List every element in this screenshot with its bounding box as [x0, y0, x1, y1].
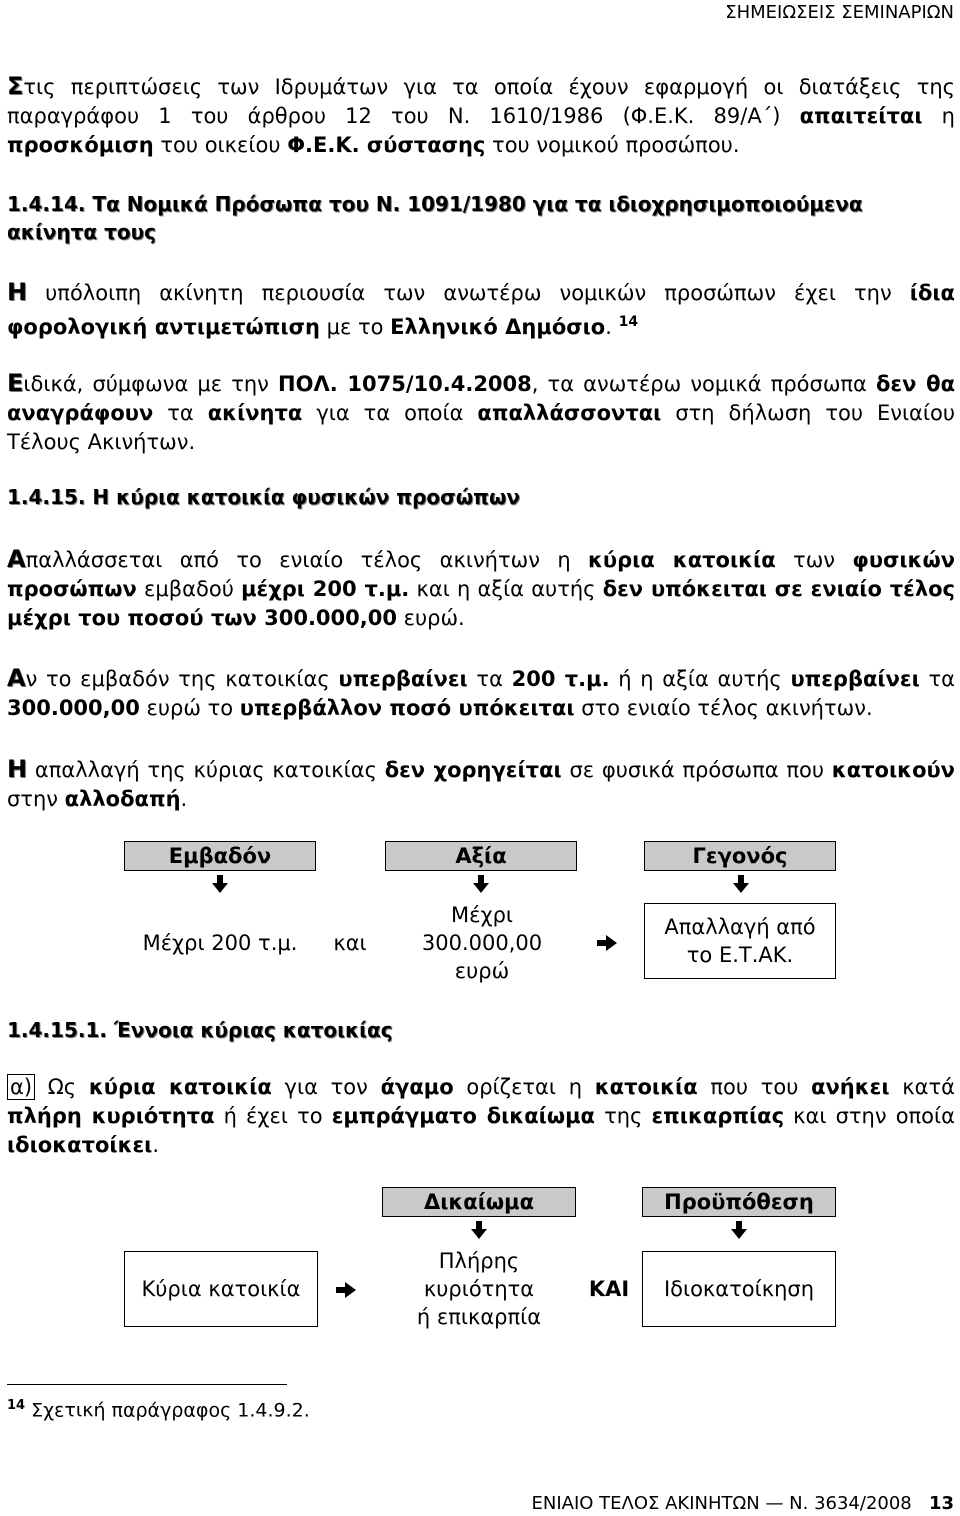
text: κατά [889, 1075, 955, 1099]
text: και στην οποία [784, 1104, 955, 1128]
text: που του [697, 1075, 812, 1099]
drop-letter: Α [7, 664, 26, 692]
item-label: α) [7, 1074, 35, 1100]
drop-letter: Ε [7, 369, 24, 397]
value-line: Μέχρι [450, 903, 514, 927]
text: . [152, 1133, 160, 1157]
bold-text: ιδιοκατοίκει [7, 1133, 153, 1157]
and-text: και [333, 931, 367, 955]
text: υπόλοιπη ακίνητη περιουσία των ανωτέρω νομικών προσώπων έχει την [27, 281, 910, 305]
arrow-down-icon [212, 875, 228, 893]
footnote-ref[interactable]: 14 [618, 314, 639, 330]
bold-text: κύρια κατοικία [88, 1075, 272, 1099]
exemption-line: Απαλλαγή από [664, 915, 816, 939]
arrow-right-icon [597, 935, 617, 951]
bold-text: 200 τ.μ. [511, 667, 610, 691]
text: τις περιπτώσεις των Ιδρυμάτων για τα οποία έχουν εφαρμογή οι διατάξεις της παραγράφου 1 του άρθρου 12 του Ν. 1610/1986 (Φ.Ε.Κ. 89/Α΄) [7, 75, 955, 128]
text: . [605, 315, 619, 339]
diagram-header-event: Γεγονός [644, 841, 836, 871]
bold-text: ανήκει [811, 1075, 890, 1099]
diagram-header-right: Δικαίωμα [382, 1187, 576, 1217]
main-residence-box: Κύρια κατοικία [124, 1251, 318, 1327]
bold-text: πλήρη κυριότητα [7, 1104, 215, 1128]
arrow-down-icon [471, 1221, 487, 1239]
text: ευρώ το [139, 696, 240, 720]
exemption-line: το Ε.Τ.ΑΚ. [686, 943, 794, 967]
drop-letter: Η [7, 755, 28, 783]
bold-text: κατοικούν [831, 758, 955, 782]
bold-text: άγαμο [380, 1075, 454, 1099]
arrow-down-icon [733, 875, 749, 893]
arrow-down-icon [731, 1221, 747, 1239]
text: του νομικού προσώπου. [485, 133, 740, 157]
value-box [386, 898, 578, 988]
bold-text: επικαρπίας [651, 1104, 785, 1128]
text: Ως [35, 1075, 89, 1099]
text: απαλλαγή της κύριας κατοικίας [27, 758, 385, 782]
ownership-line: κυριότητα [423, 1277, 535, 1301]
bold-text: εμπράγματο δικαίωμα [331, 1104, 595, 1128]
text: εμβαδού [136, 577, 242, 601]
bold-text: απαιτείται [799, 104, 923, 128]
heading-1-4-15: 1.4.15. Η κύρια κατοικία φυσικών προσώπων [7, 485, 520, 509]
bold-text: ΠΟΛ. 1075/10.4.2008 [278, 372, 532, 396]
bold-text: 300.000,00 [7, 696, 140, 720]
drop-letter: Η [7, 278, 28, 306]
text: και η αξία αυτής [409, 577, 603, 601]
bold-text: μέχρι 200 τ.μ. [241, 577, 410, 601]
paragraph-pol [7, 369, 955, 457]
diagram-header-value: Αξία [385, 841, 577, 871]
text: για τον [271, 1075, 381, 1099]
text: στο ενιαίο τέλος ακινήτων. [574, 696, 873, 720]
text: στη δήλωση του Ενιαίου Τέλους Ακινήτων. [7, 401, 955, 454]
text: η [922, 104, 955, 128]
bold-text: ίδια φορολογική αντιμετώπιση [7, 281, 955, 339]
diagram-header-condition: Προϋπόθεση [642, 1187, 836, 1217]
text: των [775, 548, 853, 572]
running-header: ΣΗΜΕΙΩΣΕΙΣ ΣΕΜΙΝΑΡΙΩΝ [725, 2, 954, 23]
bold-text: υπερβάλλον ποσό υπόκειται [239, 696, 575, 720]
bold-text: ακίνητα [207, 401, 303, 425]
text: τα [467, 667, 512, 691]
text: ή έχει το [214, 1104, 332, 1128]
self-occupation-box: Ιδιοκατοίκηση [642, 1251, 836, 1327]
paragraph-institutions [7, 72, 955, 160]
footer-title: ΕΝΙΑΙΟ ΤΕΛΟΣ ΑΚΙΝΗΤΩΝ — Ν. 3634/2008 [531, 1493, 912, 1514]
bold-text: Ελληνικό Δημόσιο [390, 315, 606, 339]
bold-text: υπερβαίνει [790, 667, 920, 691]
and-bold-text: ΚΑΙ [588, 1277, 630, 1301]
bold-text: απαλλάσσονται [477, 401, 662, 425]
footnote-separator [7, 1384, 287, 1385]
text: ευρώ. [396, 606, 465, 630]
text: . [180, 787, 188, 811]
ownership-line: Πλήρης [438, 1249, 520, 1273]
heading-1-4-14: 1.4.14. Τα Νομικά Πρόσωπα του Ν. 1091/1980 για τα ιδιοχρησιμοποιούμενα ακίνητα τους [7, 192, 863, 244]
ownership-line: ή επικαρπία [416, 1305, 542, 1329]
text: ή η αξία αυτής [609, 667, 791, 691]
paragraph-abroad [7, 755, 955, 814]
bold-text: φυσικών προσώπων [7, 548, 956, 601]
text: ν το εμβαδόν της κατοικίας [25, 667, 339, 691]
arrow-down-icon [473, 875, 489, 893]
text: τα [919, 667, 955, 691]
text: με το [319, 315, 391, 339]
value-line: ευρώ [454, 959, 510, 983]
drop-letter: Α [7, 545, 26, 573]
bold-text: κύρια κατοικία [588, 548, 776, 572]
drop-letter: Σ [7, 72, 24, 100]
text: ιδικά, σύμφωνα με την [23, 372, 279, 396]
page-number: 13 [928, 1493, 954, 1514]
heading-1-4-15-1: 1.4.15.1. Έννοια κύριας κατοικίας [7, 1018, 393, 1042]
bold-text: αλλοδαπή [64, 787, 181, 811]
bold-text: Φ.Ε.Κ. σύστασης [287, 133, 486, 157]
bold-text: δεν υπόκειται σε ενιαίο τέλος μέχρι του ποσού των 300.000,00 [7, 577, 955, 630]
bold-text: δεν χορηγείται [384, 758, 562, 782]
value-line: 300.000,00 [421, 931, 543, 955]
paragraph-remaining-property [7, 278, 955, 342]
text: ορίζεται η [453, 1075, 595, 1099]
footnote [7, 1398, 310, 1421]
text: του οικείου [153, 133, 288, 157]
text: για τα οποία [302, 401, 478, 425]
text: παλλάσσεται από το ενιαίο τέλος ακινήτων η [25, 548, 589, 572]
bold-text: δεν θα αναγράφουν [7, 372, 956, 425]
text: στην [7, 787, 65, 811]
text: τα [153, 401, 208, 425]
footnote-text: Σχετική παράγραφος 1.4.9.2. [25, 1399, 310, 1422]
exemption-box [644, 903, 836, 979]
text: , τα ανωτέρω νομικά πρόσωπα [531, 372, 876, 396]
diagram-header-area: Εμβαδόν [124, 841, 316, 871]
bold-text: προσκόμιση [7, 133, 154, 157]
text: της [594, 1104, 652, 1128]
running-footer [531, 1493, 954, 1514]
bold-text: κατοικία [594, 1075, 698, 1099]
footnote-number: 14 [7, 1398, 26, 1413]
ownership-box [382, 1244, 576, 1334]
paragraph-definition [7, 1073, 955, 1160]
text: σε φυσικά πρόσωπα που [561, 758, 832, 782]
area-value-text: Μέχρι 200 τ.μ. [142, 931, 298, 955]
paragraph-main-residence [7, 545, 955, 633]
paragraph-exceeds [7, 664, 955, 723]
bold-text: υπερβαίνει [338, 667, 468, 691]
arrow-right-icon [336, 1282, 356, 1298]
